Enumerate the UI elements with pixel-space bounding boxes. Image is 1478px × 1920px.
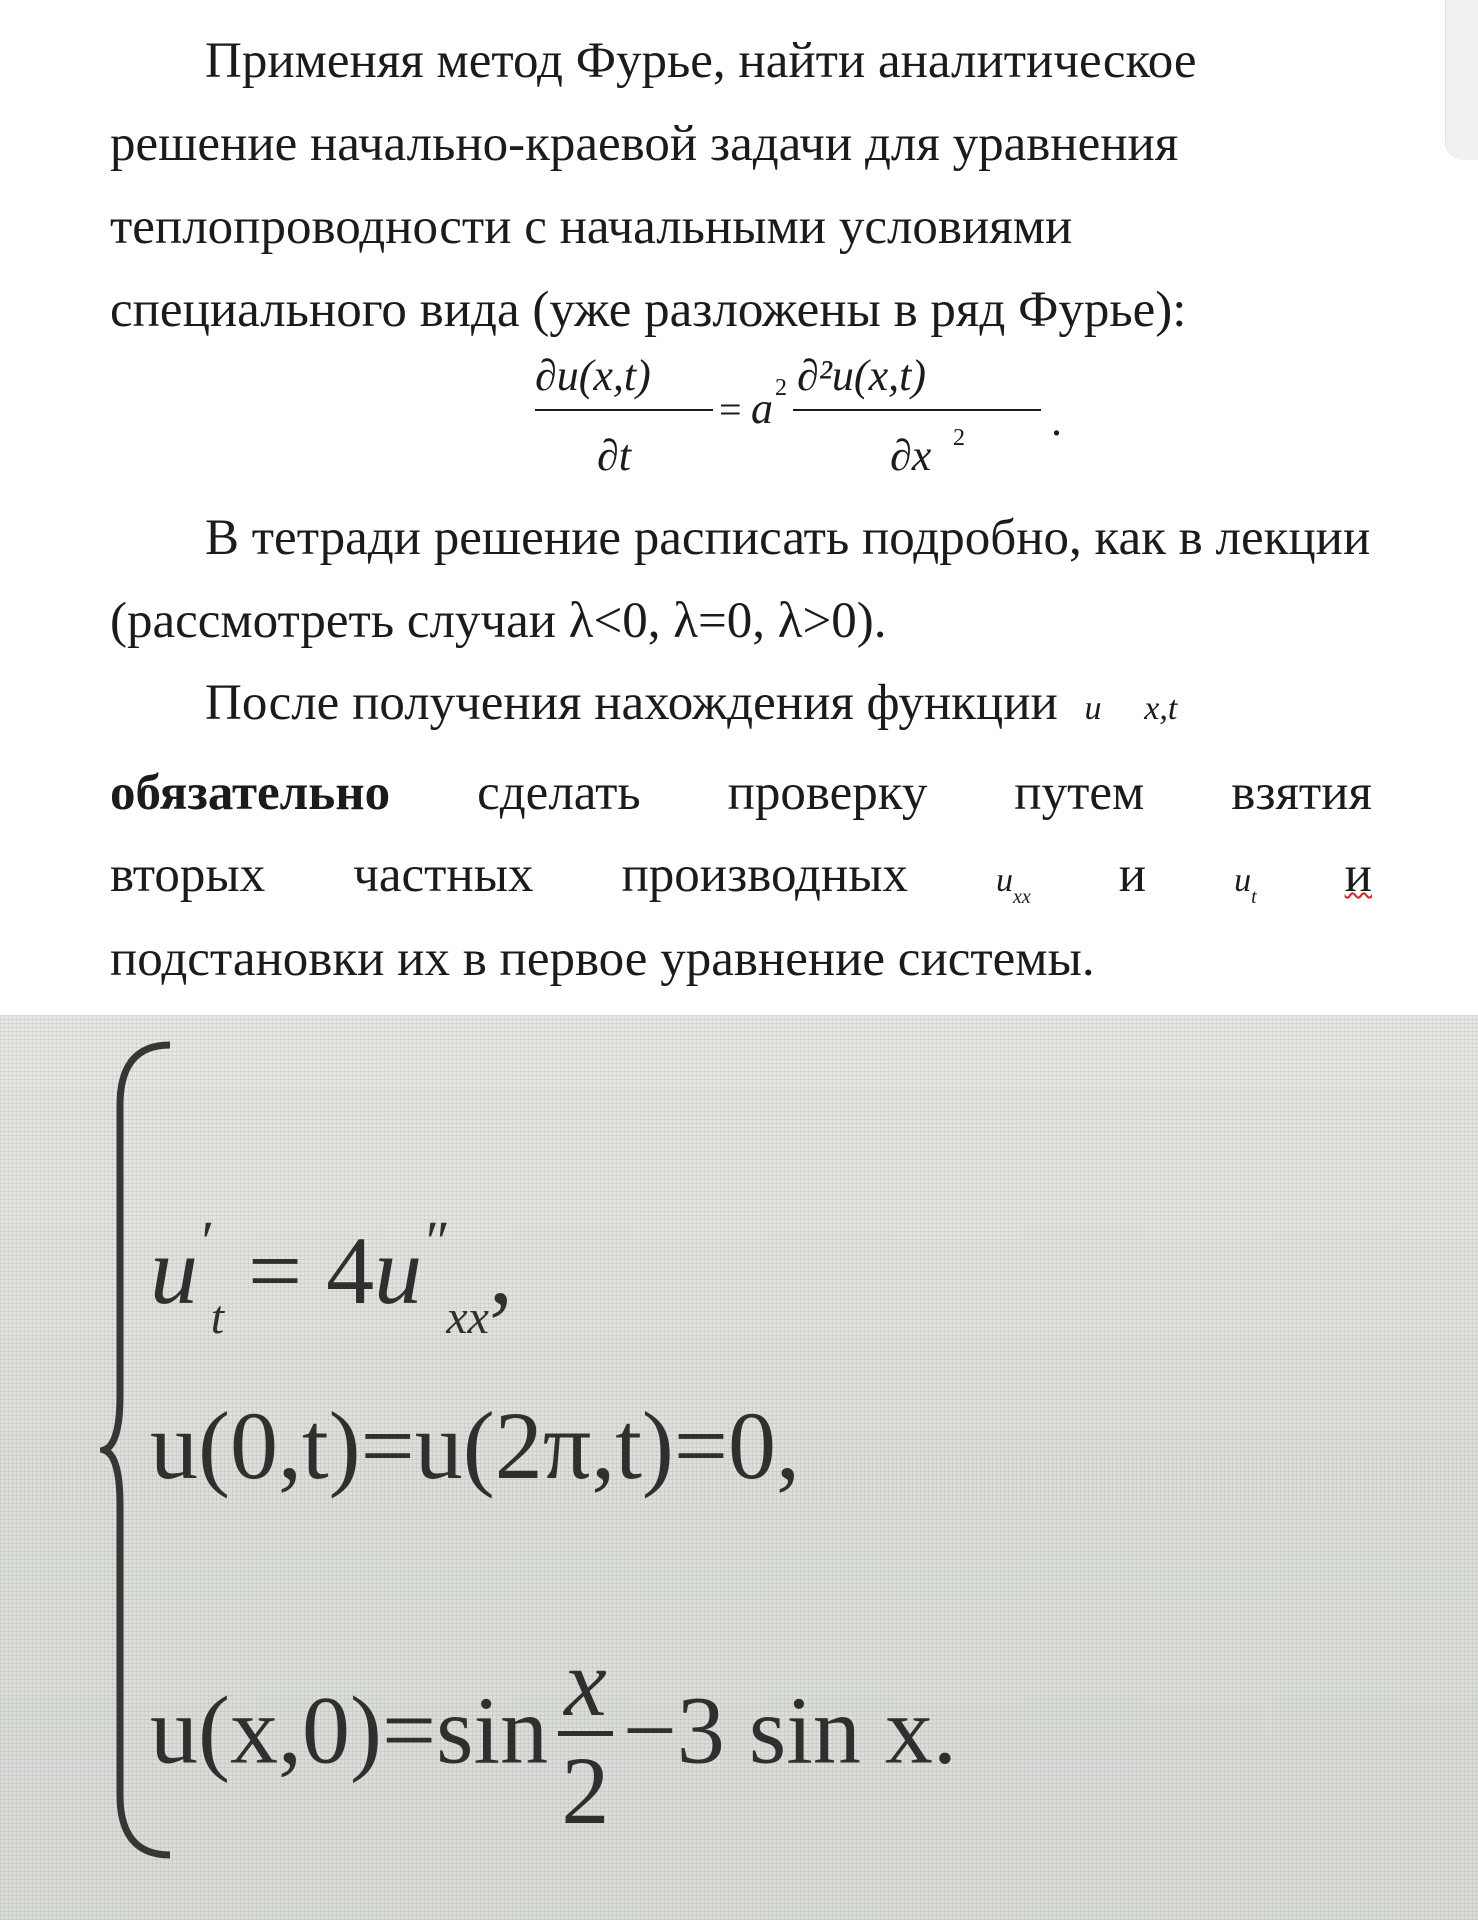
scrollbar[interactable] [1445,0,1478,160]
eq1-lhs-prime: ′ [198,1209,211,1274]
check-line-3 [110,834,1372,927]
problem-line-2: решение начально-краевой задачи для уравнения [110,116,1179,172]
lhs-denominator: ∂t [597,431,631,480]
eq1-equals: = [248,1217,303,1324]
rhs-numerator: ∂²u(x,t) [797,351,926,400]
eq3-fraction [558,1629,613,1846]
rhs-denominator: ∂x [890,431,932,480]
word: с [524,199,547,255]
eq1-coef: 4 [326,1217,375,1324]
word: и [1118,847,1147,903]
word: частных [353,847,534,903]
problem-line-1: Применяя метод Фурье, найти аналитическое [205,33,1197,89]
heat-equation [535,345,1075,495]
eq3-lhs: u(x,0)=sin [150,1676,549,1784]
system-equation-2: u(0,t)=u(2π,t)=0, [150,1392,800,1499]
word: теплопроводности [110,199,512,255]
eq3-fraction-den: 2 [561,1737,610,1844]
check-text: После получения нахождения функции [205,675,1058,731]
system-equation-1 [150,1209,513,1344]
problem-line-4: специального вида (уже разложены в ряд Фурье): [110,282,1187,338]
system-equation-3 [150,1629,957,1846]
word: взятия [1231,765,1372,821]
u-t-sub: t [1251,886,1257,908]
bold-word: обязательно [110,765,391,821]
notebook-instructions: В тетради решение расписать подробно, как в лекции (рассмотреть случаи λ<0, λ=0, λ>0). [110,510,1371,649]
eq1-comma: , [488,1217,513,1324]
u-xx-base: u [996,862,1013,899]
u-t-base: u [1234,862,1252,899]
eq3-fraction-num: x [558,1635,613,1736]
eq1-lhs-sub: t [210,1291,225,1344]
word: путем [1014,765,1145,821]
u-t [1234,834,1257,927]
coefficient-a: a [751,384,773,433]
equation-photo [0,1015,1478,1920]
eq1-rhs-sub: xx [446,1291,489,1344]
word: начальными [559,199,827,255]
formula-period: . [1051,396,1062,445]
eq3-rhs: −3 sin x. [622,1676,957,1784]
rhs-denominator-exponent: 2 [953,425,965,451]
equals-sign: = [719,387,742,432]
function-u: u [1084,690,1102,727]
eq1-rhs-prime: ″ [422,1209,447,1274]
u-xx-sub: xx [1013,886,1031,908]
check-line-1 [205,662,1372,750]
word: сделать [477,765,641,821]
word: проверку [727,765,928,821]
spellcheck-word[interactable]: и [1344,847,1372,903]
eq1-rhs: u [374,1217,423,1324]
word: вторых [110,847,266,903]
u-xx [996,834,1031,927]
check-line-4: подстановки их в первое уравнение системы. [110,931,1095,987]
check-line-2 [110,752,1372,835]
function-args: x,t [1144,690,1178,727]
coefficient-exponent: 2 [775,375,787,401]
problem-line-3 [110,186,1372,269]
word: производных [621,847,908,903]
problem-statement [110,20,1372,352]
eq1-lhs: u [150,1217,198,1324]
lhs-numerator: ∂u(x,t) [535,351,651,400]
word: условиями [838,199,1073,255]
